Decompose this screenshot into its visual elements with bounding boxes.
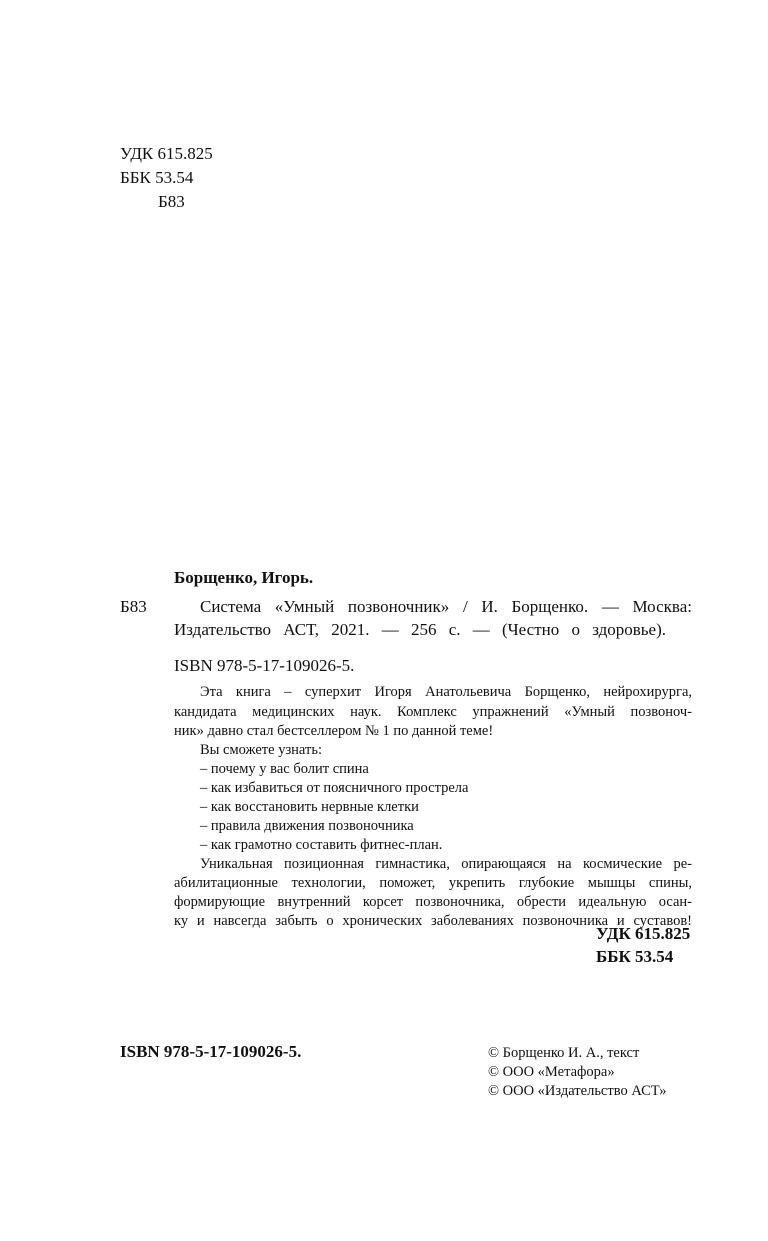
annotation-intro-line-3: ник» давно стал бестселлером № 1 по данной теме! bbox=[174, 723, 494, 739]
footer-isbn: ISBN 978-5-17-109026-5. bbox=[120, 1042, 302, 1061]
annotation-closing-line-1: Уникальная позиционная гимнастика, опирающаяся на космические ре- bbox=[200, 856, 692, 872]
annotation-list-item: – почему у вас болит спина bbox=[200, 761, 369, 777]
catalog-author-heading: Борщенко, Игорь. bbox=[174, 568, 314, 587]
copyright-line: © ООО «Издательство АСТ» bbox=[488, 1083, 667, 1099]
top-author-sign: Б83 bbox=[158, 192, 185, 211]
top-udk-code: УДК 615.825 bbox=[120, 144, 213, 163]
annotation-list-item: – как восстановить нервные клетки bbox=[200, 799, 419, 815]
annotation-list-heading: Вы сможете узнать: bbox=[200, 742, 322, 758]
annotation-closing-line-2: абилитационные технологии, поможет, укрепить глубокие мышцы спины, bbox=[174, 875, 692, 891]
catalog-author-sign: Б83 bbox=[120, 597, 147, 616]
annotation-list-item: – как избавиться от поясничного прострела bbox=[200, 780, 469, 796]
annotation-list-item: – как грамотно составить фитнес-план. bbox=[200, 837, 443, 853]
catalog-isbn: ISBN 978-5-17-109026-5. bbox=[174, 656, 355, 675]
bottom-udk-code: УДК 615.825 bbox=[596, 924, 691, 943]
annotation-intro-line-1: Эта книга – суперхит Игоря Анатольевича Борщенко, нейрохирурга, bbox=[200, 684, 692, 700]
annotation-list-item: – правила движения позвоночника bbox=[200, 818, 414, 834]
copyright-line: © ООО «Метафора» bbox=[488, 1064, 615, 1080]
catalog-description-line-1: Система «Умный позвоночник» / И. Борщенко. — Москва: bbox=[200, 597, 692, 616]
annotation-closing-line-4: ку и навсегда забыть о хронических заболеваниях позвоночника и суставов! bbox=[174, 913, 692, 929]
top-bbk-code: ББК 53.54 bbox=[120, 168, 194, 187]
copyright-line: © Борщенко И. А., текст bbox=[488, 1045, 640, 1061]
annotation-intro-line-2: кандидата медицинских наук. Комплекс упражнений «Умный позвоноч- bbox=[174, 704, 692, 720]
catalog-description-line-2: Издательство АСТ, 2021. — 256 с. — (Честно о здоровье). bbox=[174, 620, 666, 639]
annotation-closing-line-3: формирующие внутренний корсет позвоночника, обрести идеальную осан- bbox=[174, 894, 692, 910]
bottom-bbk-code: ББК 53.54 bbox=[596, 947, 674, 966]
